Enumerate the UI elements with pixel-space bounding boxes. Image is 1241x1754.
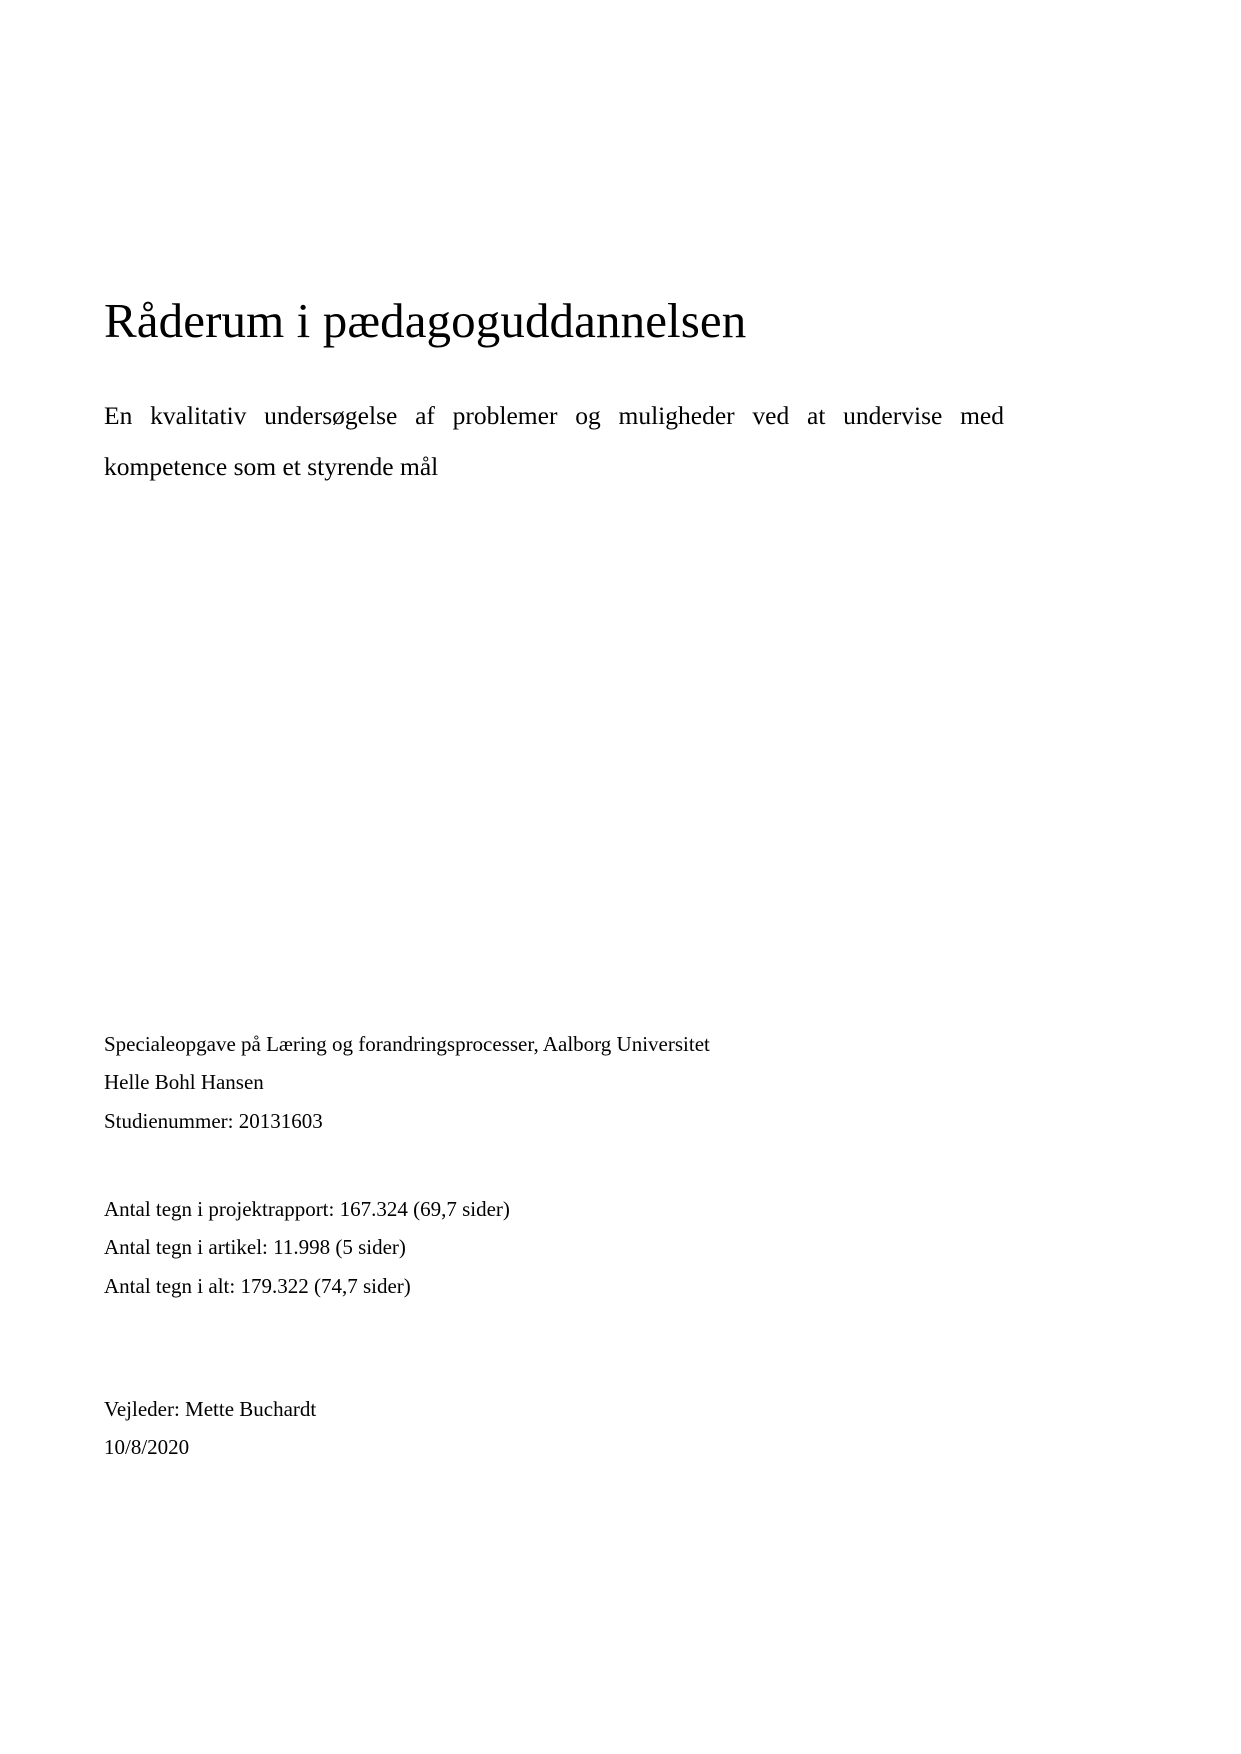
- character-count-article: Antal tegn i artikel: 11.998 (5 sider): [104, 1235, 406, 1260]
- submission-program: Specialeopgave på Læring og forandringsprocesser, Aalborg Universitet: [104, 1032, 710, 1056]
- submission-student-number: Studienummer: 20131603: [104, 1108, 323, 1133]
- page-title: Råderum i pædagoguddannelsen: [104, 293, 747, 348]
- submission-block: [104, 1025, 1004, 1140]
- advisor-supervisor: Vejleder: Mette Buchardt: [104, 1397, 317, 1421]
- character-count-block: [104, 1190, 1004, 1305]
- page-subtitle-line-1: En kvalitativ undersøgelse af problemer og muligheder ved at undervise med: [104, 401, 1004, 430]
- page-subtitle: [104, 390, 1004, 492]
- character-count-report: Antal tegn i projektrapport: 167.324 (69,7 sider): [104, 1197, 510, 1221]
- character-count-total: Antal tegn i alt: 179.322 (74,7 sider): [104, 1273, 411, 1298]
- submission-author: Helle Bohl Hansen: [104, 1070, 264, 1095]
- page-subtitle-line-2: kompetence som et styrende mål: [104, 452, 439, 481]
- advisor-block: [104, 1390, 1004, 1467]
- advisor-date: 10/8/2020: [104, 1435, 190, 1460]
